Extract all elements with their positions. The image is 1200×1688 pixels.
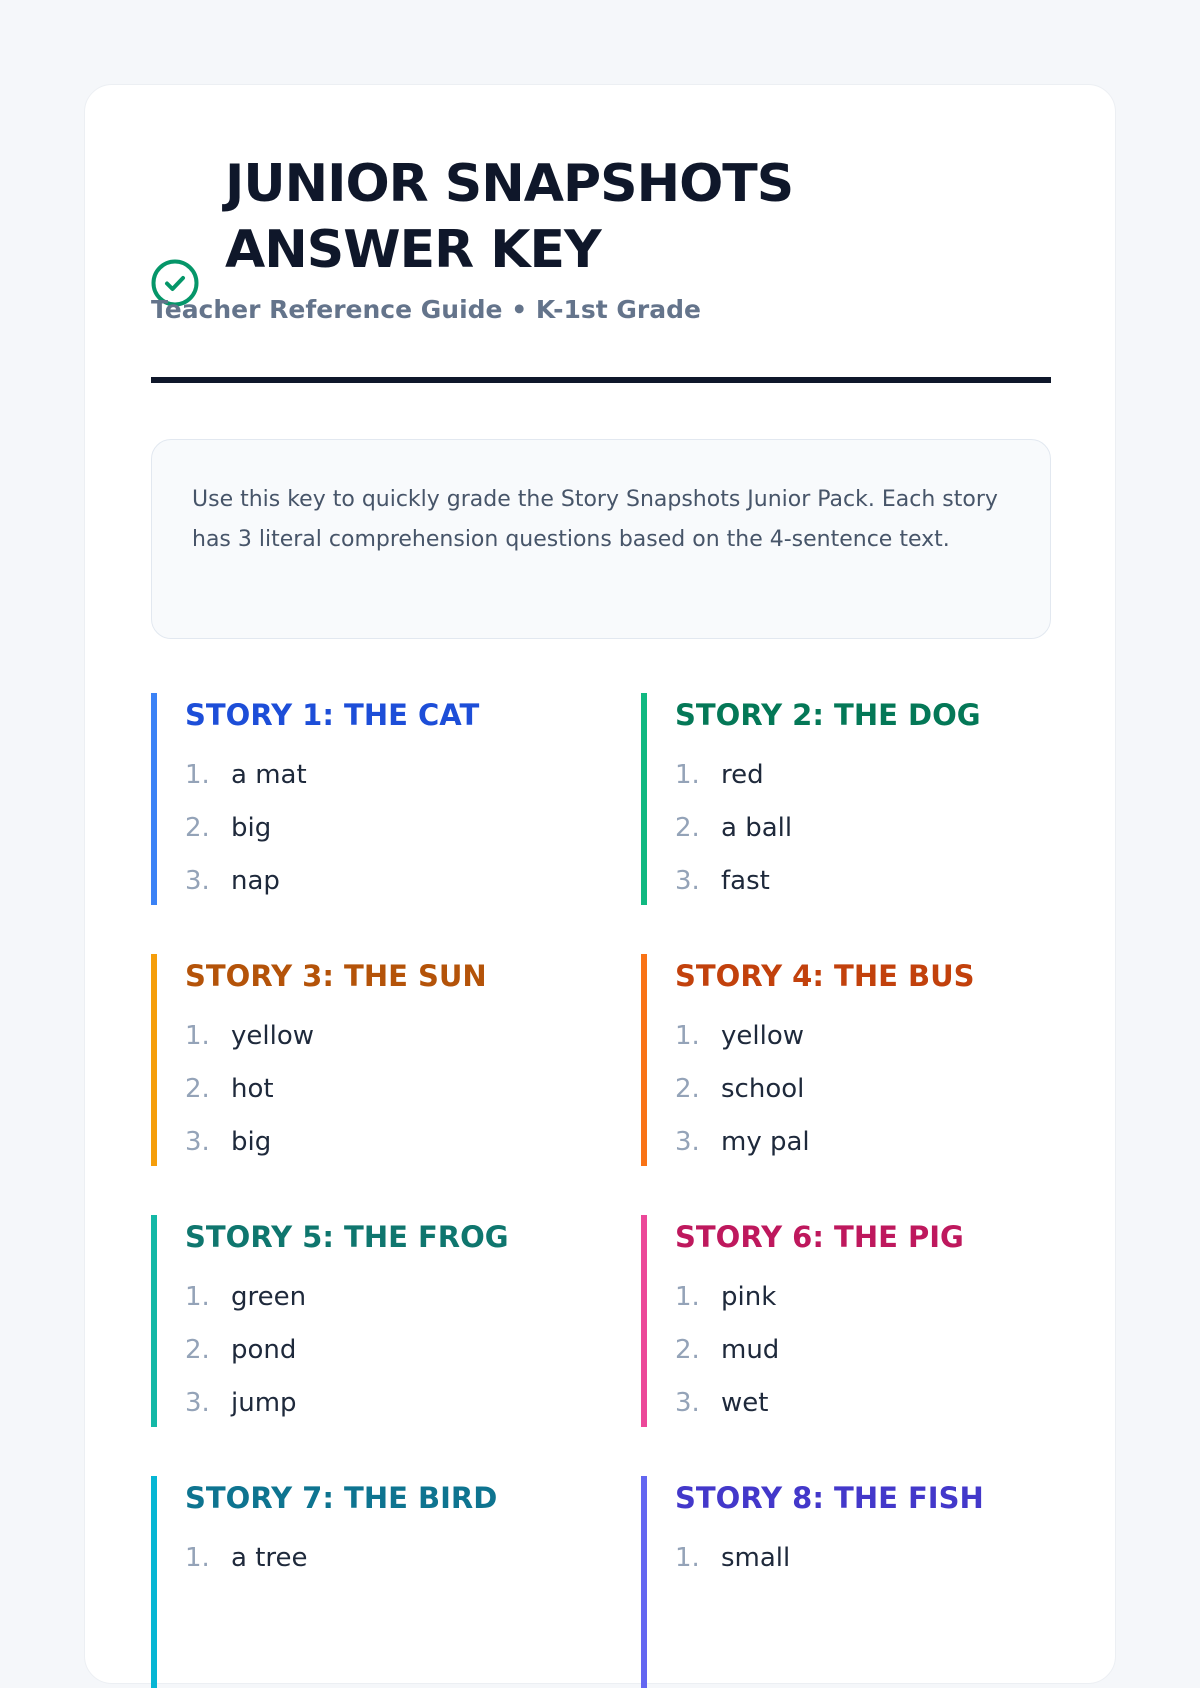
answer-item xyxy=(185,1010,571,1063)
story-block-2 xyxy=(641,693,1061,905)
page-subtitle: Teacher Reference Guide • K-1st Grade xyxy=(151,295,701,324)
answer-list xyxy=(185,1010,571,1169)
answer-item xyxy=(675,1324,1061,1377)
answer-text: a ball xyxy=(721,813,793,843)
answer-list xyxy=(675,1010,1061,1169)
story-title: STORY 2: THE DOG xyxy=(675,698,981,732)
answer-list xyxy=(185,749,571,908)
answer-text: green xyxy=(231,1282,307,1312)
story-block-5 xyxy=(151,1215,571,1427)
answer-text: pond xyxy=(231,1335,297,1365)
answer-text: big xyxy=(231,813,272,843)
answer-number: 1. xyxy=(185,1021,210,1051)
answer-text: wet xyxy=(721,1388,769,1418)
answer-text: red xyxy=(721,760,764,790)
story-title: STORY 7: THE BIRD xyxy=(185,1481,498,1515)
answer-item xyxy=(675,1271,1061,1324)
story-block-7 xyxy=(151,1476,571,1688)
story-title: STORY 6: THE PIG xyxy=(675,1220,964,1254)
answer-list xyxy=(185,1271,571,1430)
answer-number: 2. xyxy=(185,1074,210,1104)
story-block-1 xyxy=(151,693,571,905)
answer-item xyxy=(185,1063,571,1116)
answer-number: 1. xyxy=(185,760,210,790)
answer-text: pink xyxy=(721,1282,777,1312)
answer-item xyxy=(675,749,1061,802)
story-title: STORY 8: THE FISH xyxy=(675,1481,984,1515)
answer-number: 1. xyxy=(675,1282,700,1312)
story-title: STORY 1: THE CAT xyxy=(185,698,480,732)
answer-number: 1. xyxy=(675,760,700,790)
answer-number: 3. xyxy=(185,1388,210,1418)
story-block-8 xyxy=(641,1476,1061,1688)
answer-number: 3. xyxy=(185,866,210,896)
answer-number: 2. xyxy=(185,813,210,843)
answer-item xyxy=(185,1377,571,1430)
answer-number: 2. xyxy=(675,1074,700,1104)
answer-text: yellow xyxy=(721,1021,805,1051)
answer-text: yellow xyxy=(231,1021,315,1051)
answer-text: my pal xyxy=(721,1127,810,1157)
story-block-6 xyxy=(641,1215,1061,1427)
answer-number: 3. xyxy=(185,1127,210,1157)
answer-text: fast xyxy=(721,866,770,896)
divider xyxy=(151,377,1051,383)
answer-list xyxy=(675,1271,1061,1430)
answer-item xyxy=(675,1377,1061,1430)
answer-number: 2. xyxy=(675,1335,700,1365)
instructions-box xyxy=(151,439,1051,639)
answer-item xyxy=(185,855,571,908)
answer-number: 1. xyxy=(185,1282,210,1312)
answer-number: 2. xyxy=(675,813,700,843)
answer-item xyxy=(185,1324,571,1377)
answer-item xyxy=(675,855,1061,908)
story-title: STORY 3: THE SUN xyxy=(185,959,487,993)
story-block-3 xyxy=(151,954,571,1166)
answer-item xyxy=(675,802,1061,855)
answer-number: 2. xyxy=(185,1335,210,1365)
answer-text: hot xyxy=(231,1074,274,1104)
answer-text: a mat xyxy=(231,760,307,790)
instructions-text: Use this key to quickly grade the Story Snapshots Junior Pack. Each story has 3 literal comprehension questions based on the 4-sentence text. xyxy=(192,487,998,552)
story-block-4 xyxy=(641,954,1061,1166)
answer-item xyxy=(185,1116,571,1169)
answer-text: a tree xyxy=(231,1543,308,1573)
answer-text: school xyxy=(721,1074,805,1104)
answer-number: 3. xyxy=(675,866,700,896)
answer-list xyxy=(185,1532,571,1585)
answer-item xyxy=(675,1532,1061,1585)
answer-item xyxy=(675,1063,1061,1116)
answer-number: 1. xyxy=(675,1021,700,1051)
answer-text: nap xyxy=(231,866,280,896)
answer-item xyxy=(185,802,571,855)
answer-number: 3. xyxy=(675,1127,700,1157)
story-title: STORY 4: THE BUS xyxy=(675,959,975,993)
answer-text: small xyxy=(721,1543,791,1573)
answer-item xyxy=(185,749,571,802)
answer-text: big xyxy=(231,1127,272,1157)
answer-item xyxy=(185,1532,571,1585)
answer-text: mud xyxy=(721,1335,780,1365)
answer-list xyxy=(675,749,1061,908)
answer-number: 1. xyxy=(185,1543,210,1573)
answer-number: 1. xyxy=(675,1543,700,1573)
answer-item xyxy=(675,1010,1061,1063)
answer-list xyxy=(675,1532,1061,1585)
answer-number: 3. xyxy=(675,1388,700,1418)
page-title: JUNIOR SNAPSHOTS ANSWER KEY xyxy=(225,154,794,280)
answer-item xyxy=(185,1271,571,1324)
answer-item xyxy=(675,1116,1061,1169)
story-title: STORY 5: THE FROG xyxy=(185,1220,509,1254)
answer-key-card xyxy=(84,84,1116,1684)
answer-text: jump xyxy=(231,1388,297,1418)
